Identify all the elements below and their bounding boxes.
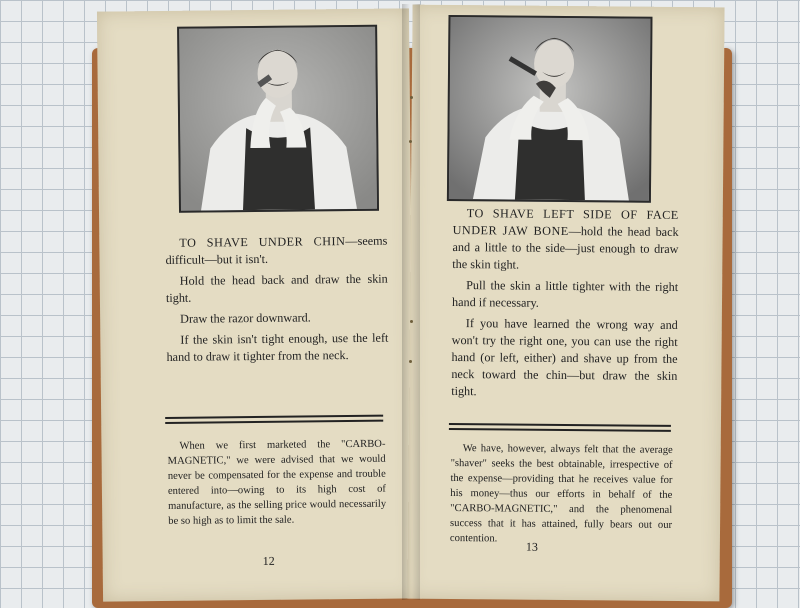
right-footer-text (450, 441, 673, 548)
left-footer-paragraph: When we first marketed the "CARBO-MAGNETIC," we were advised that we would never be compensated for the expense and trouble entered into—owing to its high cost of manufacture, as the selling price would necessarily be so high as to limit the sale. (167, 438, 387, 527)
left-footer-text (167, 437, 386, 529)
right-page (407, 5, 724, 602)
left-paragraph-1: —seems difficult—but it isn't. (165, 233, 388, 267)
right-page-number: 13 (525, 539, 538, 554)
left-paragraph-4: If the skin isn't tight enough, use the left hand to draw it tighter from the neck. (166, 330, 389, 364)
left-page (97, 8, 415, 601)
right-paragraph-3: If you have learned the wrong way and won't try the right one, you can use the right hand (or left, either) and shave up from the neck toward the chin—but draw the skin tight. (451, 316, 678, 399)
left-page-number: 12 (262, 553, 275, 568)
left-double-rule (165, 415, 383, 424)
right-double-rule (449, 423, 671, 432)
left-body-text (165, 233, 388, 370)
left-heading: TO SHAVE UNDER CHIN (179, 234, 346, 250)
left-paragraph-2: Hold the head back and draw the skin tight. (165, 271, 388, 305)
photo-shaving-left-jaw (447, 15, 653, 203)
photo-shaving-under-chin (177, 25, 379, 213)
right-paragraph-2: Pull the skin a little tighter with the right hand if necessary. (451, 278, 679, 310)
left-paragraph-3: Draw the razor downward. (180, 310, 311, 326)
right-footer-paragraph: We have, however, always felt that the average "shaver" seeks the best obtainable, irrespective of the expense—providing that he receives value for his money—thus our efforts in behalf of the "CARBO-MAGNETIC," and the phenomenal success that it has attained, fully bears out our contention. (449, 443, 673, 545)
right-body-text (451, 205, 679, 406)
right-heading: TO SHAVE LEFT SIDE OF FACE UNDER JAW BONE (452, 206, 679, 239)
book-gutter (402, 4, 420, 600)
right-paragraph-1: —hold the head back and a little to the side—just enough to draw the skin tight. (452, 224, 679, 272)
